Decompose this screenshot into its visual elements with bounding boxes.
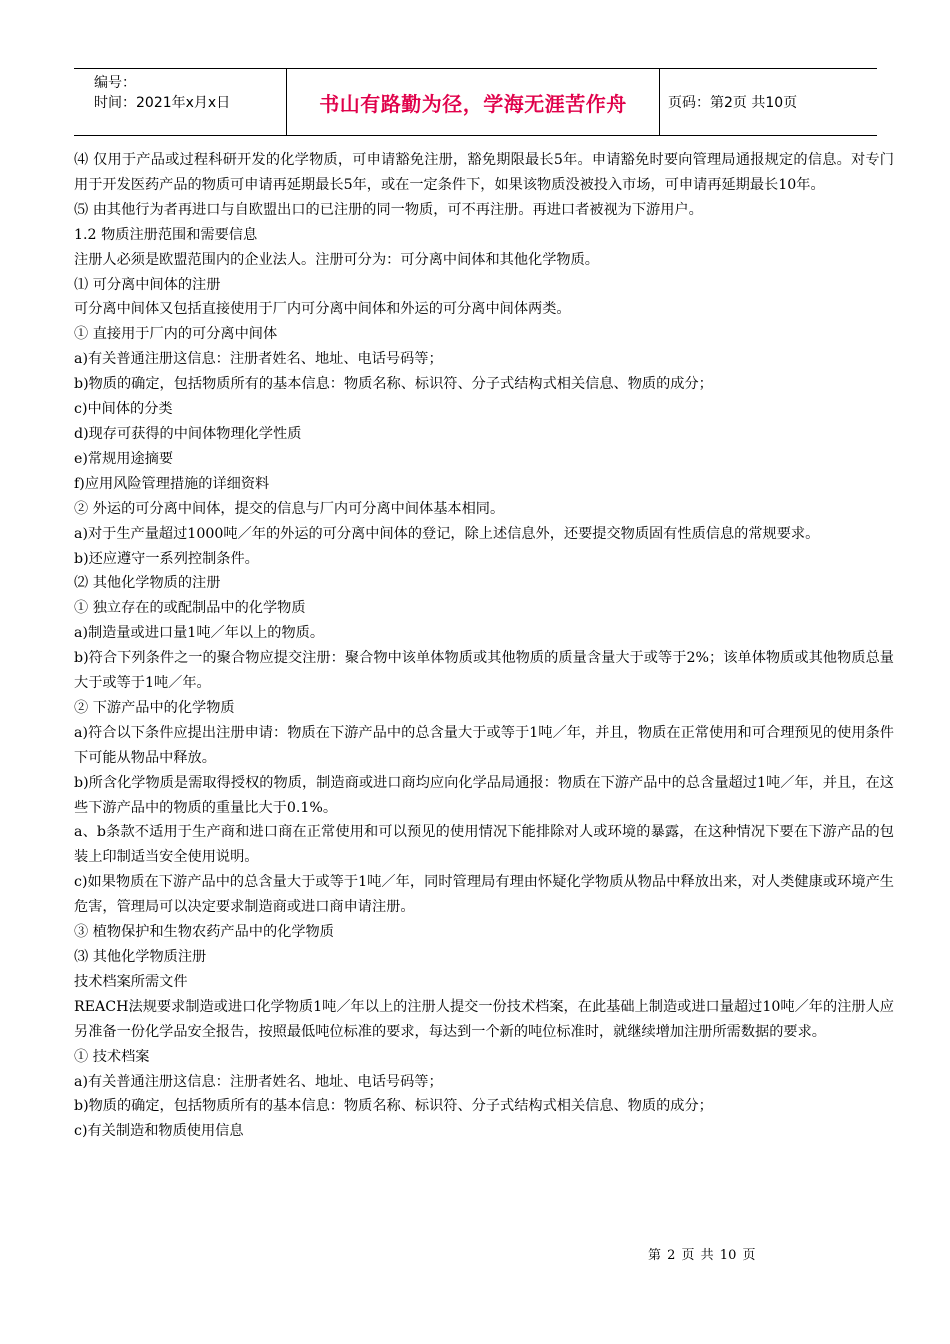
paragraph: b)物质的确定，包括物质所有的基本信息：物质名称、标识符、分子式结构式相关信息、物质的成分； bbox=[74, 376, 713, 393]
paragraph: b)还应遵守一系列控制条件。 bbox=[74, 550, 259, 567]
paragraph: a)对于生产量超过1000吨／年的外运的可分离中间体的登记，除上述信息外，还要提交物质固有性质信息的常规要求。 bbox=[74, 525, 820, 542]
paragraph: f)应用风险管理措施的详细资料 bbox=[74, 475, 270, 492]
paragraph: e)常规用途摘要 bbox=[74, 450, 174, 467]
paragraph: a、b条款不适用于生产商和进口商在正常使用和可以预见的使用情况下能排除对人或环境的暴露，在这种情况下要在下游产品的包装上印制适当安全使用说明。 bbox=[74, 824, 894, 866]
paragraph: a)有关普通注册这信息：注册者姓名、地址、电话号码等； bbox=[74, 1073, 443, 1090]
paragraph: ⑸ 由其他行为者再进口与自欧盟出口的已注册的同一物质，可不再注册。再进口者被视为下游用户。 bbox=[74, 201, 703, 218]
paragraph: a)制造量或进口量1吨／年以上的物质。 bbox=[74, 625, 325, 642]
page-header bbox=[74, 68, 877, 136]
paragraph: 注册人必须是欧盟范围内的企业法人。注册可分为：可分离中间体和其他化学物质。 bbox=[74, 251, 599, 268]
paragraph: c)中间体的分类 bbox=[74, 401, 173, 418]
paragraph: c)有关制造和物质使用信息 bbox=[74, 1123, 244, 1140]
paragraph: ② 外运的可分离中间体，提交的信息与厂内可分离中间体基本相同。 bbox=[74, 500, 505, 517]
header-number-label: 编号： bbox=[94, 75, 136, 91]
paragraph: 可分离中间体又包括直接使用于厂内可分离中间体和外运的可分离中间体两类。 bbox=[74, 301, 571, 318]
page-footer: 第 2 页 共 10 页 bbox=[648, 1248, 756, 1263]
paragraph: c)如果物质在下游产品中的总含量大于或等于1吨／年，同时管理局有理由怀疑化学物质从物品中释放出来，对人类健康或环境产生危害，管理局可以决定要求制造商或进口商申请注册。 bbox=[74, 874, 894, 916]
paragraph: ⑵ 其他化学物质的注册 bbox=[74, 575, 221, 592]
document-body bbox=[74, 148, 894, 1144]
paragraph: ① 直接用于厂内的可分离中间体 bbox=[74, 326, 278, 343]
paragraph: 技术档案所需文件 bbox=[74, 973, 188, 990]
paragraph: ⑷ 仅用于产品或过程科研开发的化学物质，可申请豁免注册，豁免期限最长5年。申请豁免时要向管理局通报规定的信息。对专门用于开发医药产品的物质可申请再延期最长5年，或在一定条件下，如果该物质没被投入市场，可申请再延期最长10年。 bbox=[74, 152, 894, 193]
paragraph: ⑴ 可分离中间体的注册 bbox=[74, 276, 221, 293]
paragraph: REACH法规要求制造或进口化学物质1吨／年以上的注册人提交一份技术档案，在此基础上制造或进口量超过10吨／年的注册人应另准备一份化学品安全报告，按照最低吨位标准的要求，每达到一个新的吨位标准时，就继续增加注册所需数据的要求。 bbox=[74, 998, 894, 1040]
header-motto: 书山有路勤为径，学海无涯苦作舟 bbox=[287, 69, 660, 135]
paragraph: ② 下游产品中的化学物质 bbox=[74, 699, 235, 716]
paragraph: ③ 植物保护和生物农药产品中的化学物质 bbox=[74, 924, 334, 941]
paragraph: d)现存可获得的中间体物理化学性质 bbox=[74, 425, 302, 442]
header-meta-cell bbox=[74, 69, 287, 135]
header-time-label: 时间：2021年x月x日 bbox=[94, 95, 231, 111]
paragraph: a)有关普通注册这信息：注册者姓名、地址、电话号码等； bbox=[74, 351, 443, 368]
header-page-label: 页码：第2页 共10页 bbox=[668, 95, 798, 111]
paragraph: ① 独立存在的或配制品中的化学物质 bbox=[74, 600, 306, 617]
paragraph: b)所含化学物质是需取得授权的物质，制造商或进口商均应向化学品局通报：物质在下游产品中的总含量超过1吨／年，并且，在这些下游产品中的物质的重量比大于0.1%。 bbox=[74, 774, 894, 816]
paragraph: b)物质的确定，包括物质所有的基本信息：物质名称、标识符、分子式结构式相关信息、物质的成分； bbox=[74, 1098, 713, 1115]
paragraph: b)符合下列条件之一的聚合物应提交注册：聚合物中该单体物质或其他物质的质量含量大于或等于2%；该单体物质或其他物质总量大于或等于1吨／年。 bbox=[74, 650, 894, 692]
paragraph: ① 技术档案 bbox=[74, 1048, 150, 1065]
paragraph: a)符合以下条件应提出注册申请：物质在下游产品中的总含量大于或等于1吨／年，并且，物质在正常使用和可合理预见的使用条件下可能从物品中释放。 bbox=[74, 724, 894, 766]
paragraph: 1.2 物质注册范围和需要信息 bbox=[74, 226, 258, 243]
paragraph: ⑶ 其他化学物质注册 bbox=[74, 949, 207, 965]
